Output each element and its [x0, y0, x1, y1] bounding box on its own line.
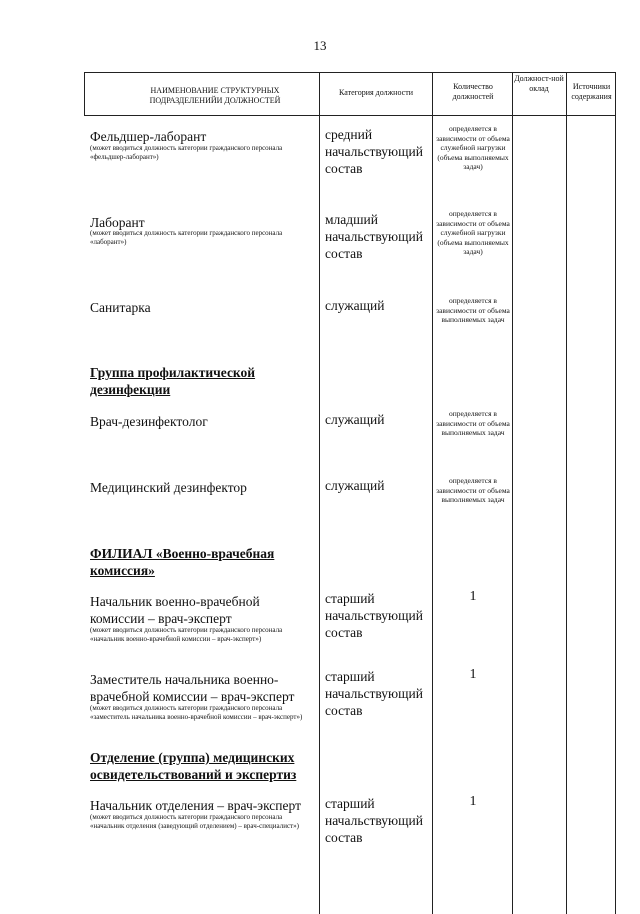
position-category: старший начальствующий состав: [325, 796, 423, 845]
table-left-border: [84, 72, 85, 115]
header-salary: Должност-ной оклад: [514, 74, 564, 93]
position-quantity: определяется в зависимости от объема служебной нагрузки (объема выполняемых задач): [436, 124, 510, 172]
group-heading: Группа профилактической дезинфекции: [90, 365, 256, 397]
header-sources: Источники содержания: [571, 82, 612, 101]
position-category: старший начальствующий состав: [325, 591, 423, 640]
position-quantity: 1: [469, 794, 477, 809]
position-title: Лаборант: [90, 215, 145, 230]
position-title: Фельдшер-лаборант: [90, 129, 207, 144]
position-title: Начальник отделения – врач-эксперт: [90, 798, 301, 813]
position-quantity: 1: [469, 589, 477, 604]
position-note: (может вводиться должность категории гражданского персонала «фельдшер-лаборант»): [90, 144, 283, 161]
position-note: (может вводиться должность категории гражданского персонала «заместитель начальника военно-врачебной комиссии – врач-эксперт»): [90, 704, 303, 721]
header-category: Категория должности: [339, 88, 413, 97]
page-number: 13: [313, 38, 327, 53]
position-note: (может вводиться должность категории гражданского персонала «начальник отделения (заведующий отделением) – врач-специалист»): [90, 813, 299, 830]
position-category: служащий: [325, 478, 385, 493]
position-title: Врач-дезинфектолог: [90, 414, 208, 429]
position-title: Санитарка: [90, 300, 151, 315]
position-quantity: определяется в зависимости от объема служебной нагрузки (объема выполняемых задач): [436, 209, 510, 257]
position-quantity: 1: [469, 667, 477, 682]
position-title: Заместитель начальника военно-врачебной комиссии – врач-эксперт: [90, 672, 295, 704]
table-right-border: [615, 72, 616, 914]
group-heading: ФИЛИАЛ «Военно-врачебная комиссия»: [90, 546, 275, 578]
header-positions: НАИМЕНОВАНИЕ СТРУКТУРНЫХ ПОДРАЗДЕЛЕНИЙИ ДОЛЖНОСТЕЙ: [149, 86, 281, 105]
position-quantity: определяется в зависимости от объема выполняемых задач: [436, 296, 510, 325]
position-category: средний начальствующий состав: [325, 127, 423, 176]
position-title: Медицинский дезинфектор: [90, 480, 247, 495]
position-category: младший начальствующий состав: [325, 212, 423, 261]
position-quantity: определяется в зависимости от объема выполняемых задач: [436, 409, 510, 438]
position-category: служащий: [325, 298, 385, 313]
position-title: Начальник военно-врачебной комиссии – врач-эксперт: [90, 594, 260, 626]
position-category: служащий: [325, 412, 385, 427]
group-heading: Отделение (группа) медицинских освидетельствований и экспертиз: [90, 750, 297, 782]
header-quantity: Количество должностей: [452, 82, 494, 101]
position-category: старший начальствующий состав: [325, 669, 423, 718]
position-note: (может вводиться должность категории гражданского персонала «начальник военно-врачебной комиссии – врач-эксперт»): [90, 626, 283, 643]
position-quantity: определяется в зависимости от объема выполняемых задач: [436, 476, 510, 505]
column-divider: [319, 72, 320, 914]
column-divider: [566, 72, 567, 914]
column-divider: [512, 72, 513, 914]
position-note: (может вводиться должность категории гражданского персонала «лаборант»): [90, 229, 283, 246]
header-bottom-border: [84, 115, 616, 116]
table-top-border: [84, 72, 616, 73]
